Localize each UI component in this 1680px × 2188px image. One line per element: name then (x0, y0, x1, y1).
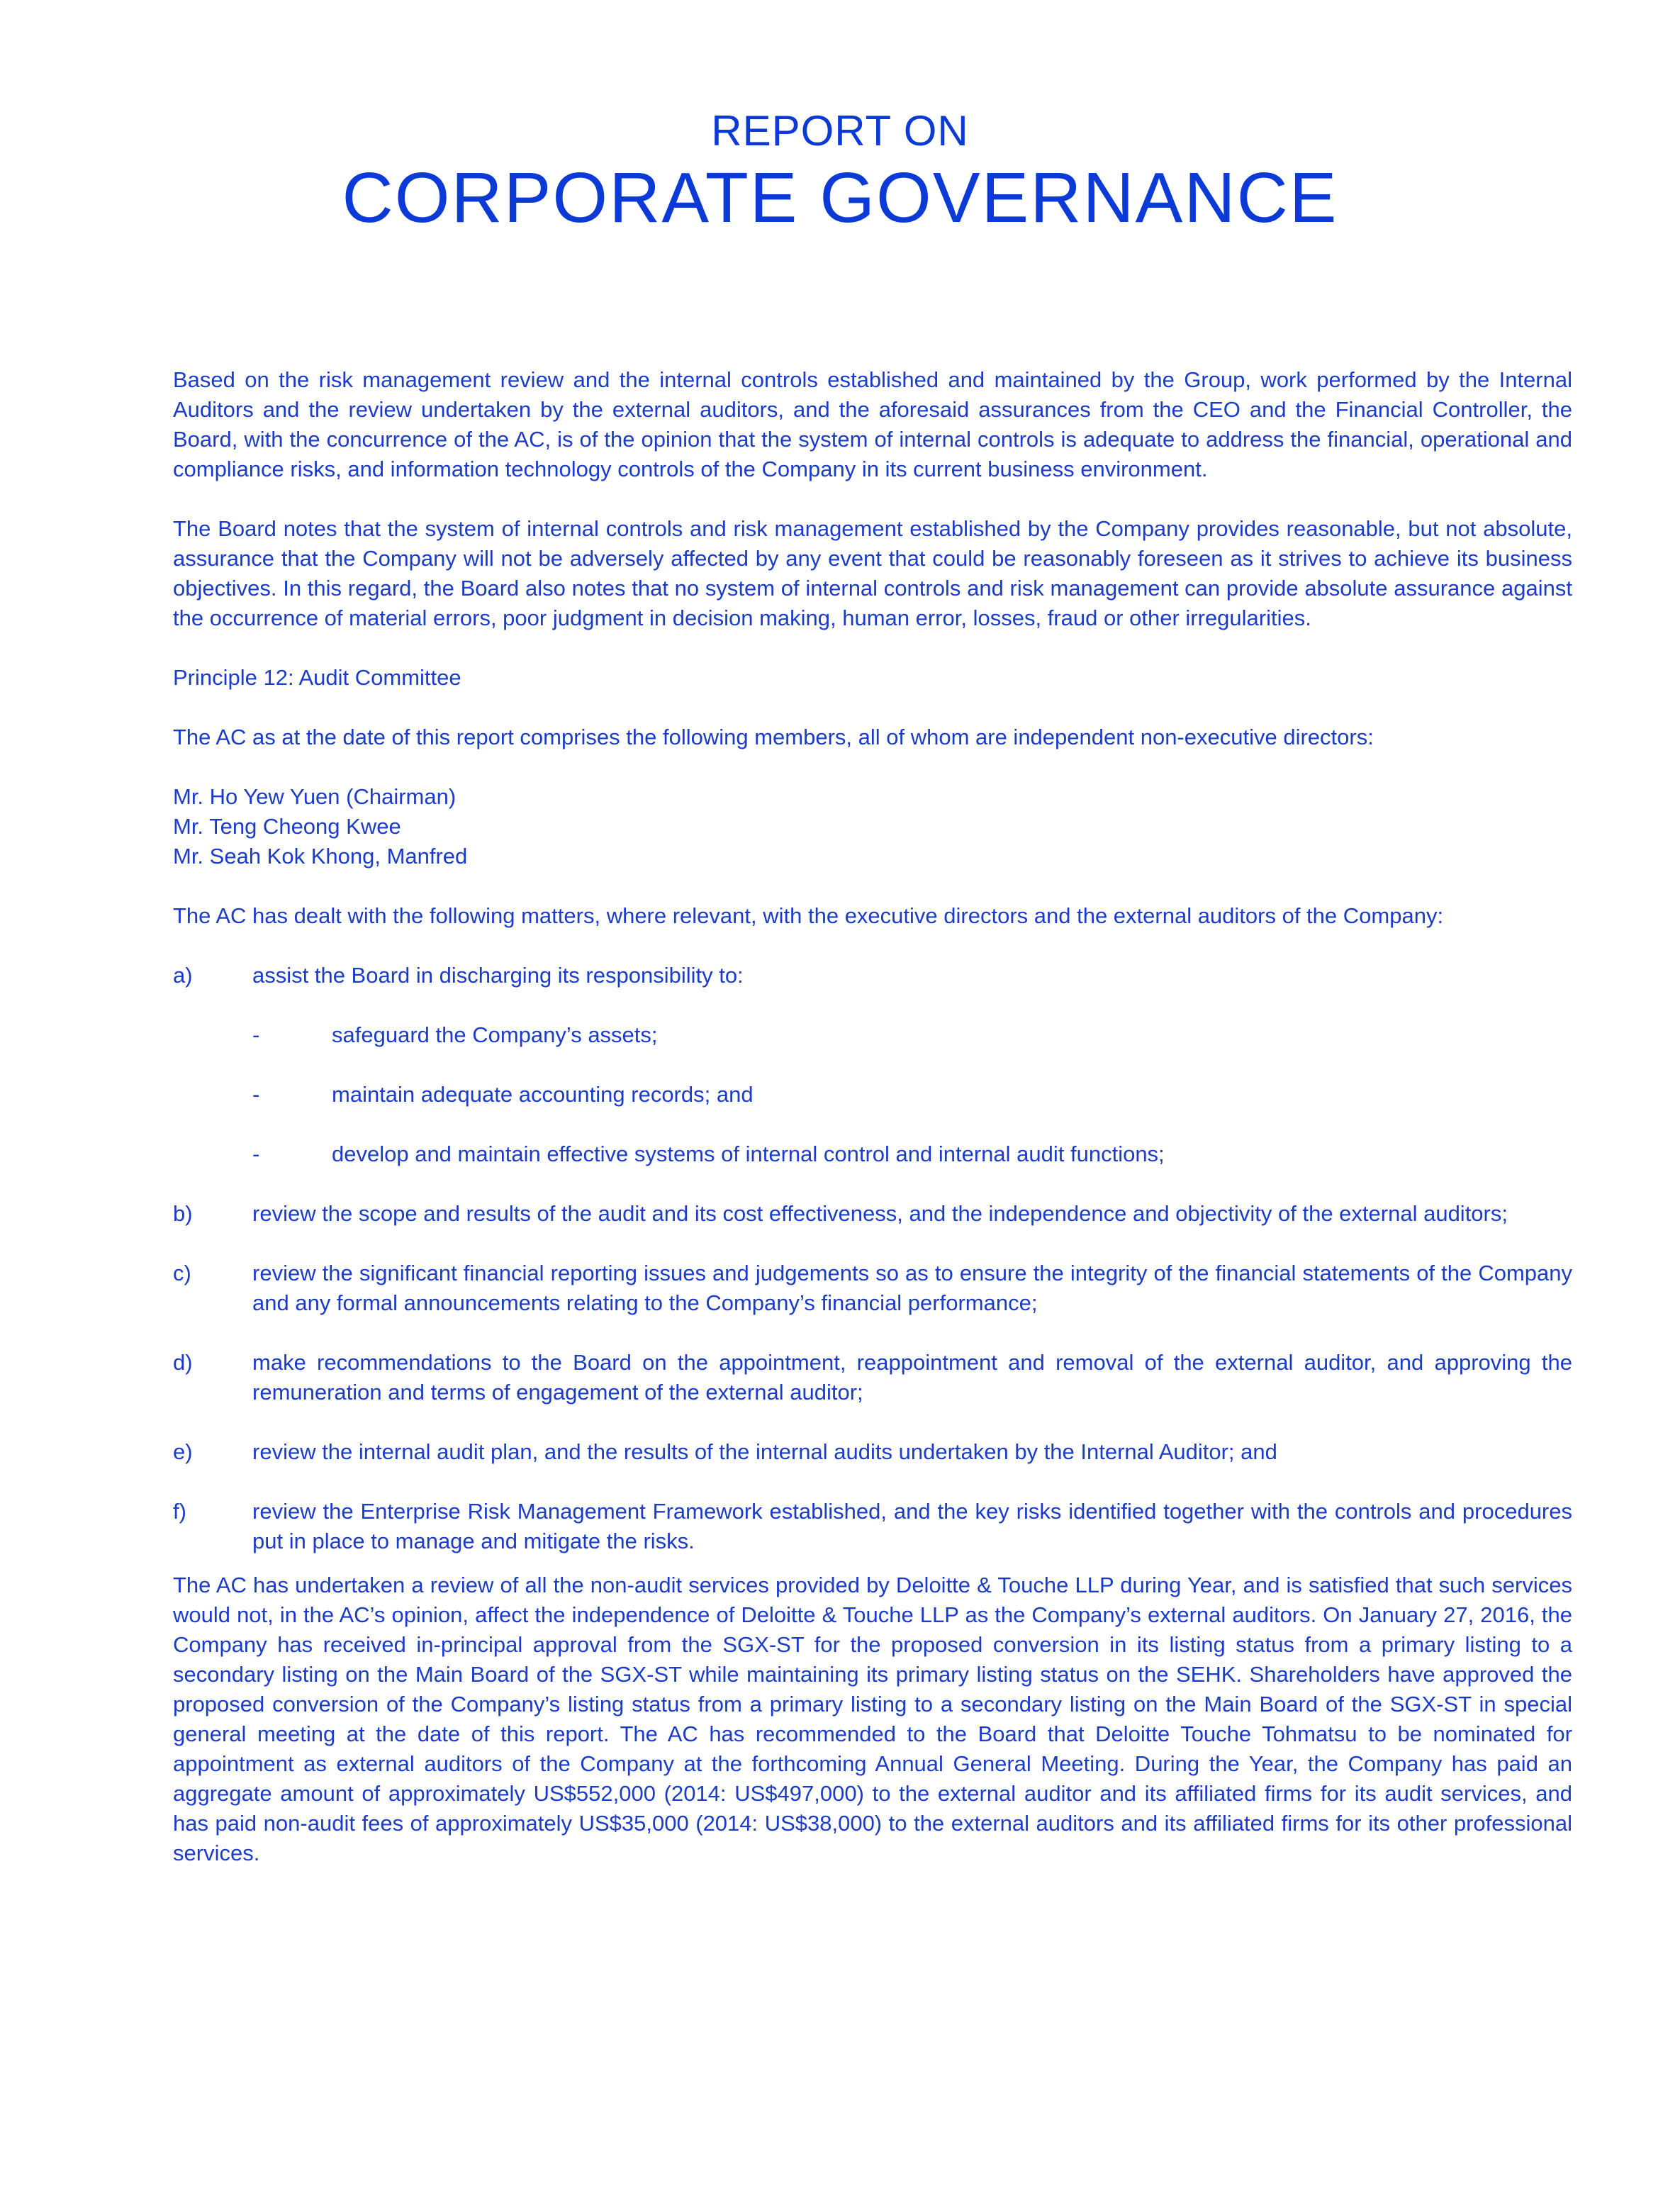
list-item-text: review the significant financial reporting issues and judgements so as to ensure the integrity of the financial statements of the Company and any formal announcements relating to the Company’s financial performance; (252, 1261, 1572, 1315)
sub-list-text: safeguard the Company’s assets; (332, 1022, 658, 1047)
list-item-text: review the scope and results of the audit and its cost effectiveness, and the independence and objectivity of the external auditors; (252, 1201, 1508, 1226)
list-item-b (173, 1199, 1572, 1229)
paragraph-internal-controls: The Board notes that the system of internal controls and risk management established by the Company provides reasonable, but not absolute, assurance that the Company will not be adversely affected by any event that could be reasonably foreseen as it strives to achieve its business objectives. In this regard, the Board also notes that no system of internal controls and risk management can provide absolute assurance against the occurrence of material errors, poor judgment in decision making, human error, losses, fraud or other irregularities. (173, 516, 1572, 630)
paragraph-risk-review: Based on the risk management review and the internal controls established and maintained by the Group, work performed by the Internal Auditors and the review undertaken by the external auditors, and the aforesaid assurances from the CEO and the Financial Controller, the Board, with the concurrence of the AC, is of the opinion that the system of internal controls is adequate to address the financial, operational and compliance risks, and information technology controls of the Company in its current business environment. (173, 367, 1572, 481)
list-item-c (173, 1258, 1572, 1318)
sub-list-item (173, 1020, 1572, 1050)
list-item-f (173, 1497, 1572, 1556)
sub-list-bullet: - (252, 1142, 260, 1166)
page-header (0, 106, 1680, 237)
ac-member: Mr. Ho Yew Yuen (Chairman) (173, 784, 457, 809)
header-kicker: REPORT ON (711, 107, 969, 155)
sub-list-text: maintain adequate accounting records; and (332, 1082, 754, 1107)
list-item-text: review the internal audit plan, and the results of the internal audits undertaken by the Internal Auditor; and (252, 1439, 1277, 1464)
list-item-label: d) (173, 1350, 193, 1375)
list-item-label: b) (173, 1201, 193, 1226)
list-item-text: make recommendations to the Board on the appointment, reappointment and removal of the external auditor, and approving the remuneration and terms of engagement of the external auditor; (252, 1350, 1572, 1405)
list-item-label: a) (173, 963, 193, 988)
sub-list-item (173, 1139, 1572, 1169)
ac-member: Mr. Seah Kok Khong, Manfred (173, 844, 468, 869)
paragraph-ac-composition: The AC as at the date of this report comprises the following members, all of whom are independent non-executive directors: (173, 725, 1374, 749)
list-item-label: f) (173, 1499, 186, 1524)
list-item-text: review the Enterprise Risk Management Framework established, and the key risks identified together with the controls and procedures put in place to manage and mitigate the risks. (252, 1499, 1572, 1553)
section-heading-principle-12: Principle 12: Audit Committee (173, 665, 461, 690)
sub-list-bullet: - (252, 1022, 260, 1047)
list-item-d (173, 1348, 1572, 1407)
ac-member-list (173, 782, 1572, 871)
page-title: CORPORATE GOVERNANCE (342, 158, 1338, 238)
list-item-a (173, 961, 1572, 990)
list-item-text: assist the Board in discharging its responsibility to: (252, 963, 744, 988)
paragraph-non-audit-services: The AC has undertaken a review of all the non-audit services provided by Deloitte & Touche LLP during Year, and is satisfied that such services would not, in the AC’s opinion, affect the independence of Deloitte & Touche LLP as the Company’s external auditors. On January 27, 2016, the Company has received in-principal approval from the SGX-ST for the proposed conversion in its listing status from a primary listing to a secondary listing on the Main Board of the SGX-ST while maintaining its primary listing status on the SEHK. Shareholders have approved the proposed conversion of the Company’s listing status from a primary listing to a secondary listing on the Main Board of the SGX-ST in special general meeting at the date of this report. The AC has recommended to the Board that Deloitte Touche Tohmatsu to be nominated for appointment as external auditors of the Company at the forthcoming Annual General Meeting. During the Year, the Company has paid an aggregate amount of approximately US$552,000 (2014: US$497,000) to the external auditor and its affiliated firms for its audit services, and has paid non-audit fees of approximately US$35,000 (2014: US$38,000) to the external auditors and its affiliated firms for its other professional services. (173, 1573, 1572, 1865)
ac-member: Mr. Teng Cheong Kwee (173, 814, 401, 839)
list-item-label: e) (173, 1439, 193, 1464)
list-item-e (173, 1437, 1572, 1467)
list-item-label: c) (173, 1261, 191, 1285)
sub-list-text: develop and maintain effective systems of internal control and internal audit functions; (332, 1142, 1165, 1166)
sub-list-bullet: - (252, 1082, 260, 1107)
document-body (173, 365, 1572, 1868)
paragraph-ac-matters-intro: The AC has dealt with the following matters, where relevant, with the executive directors and the external auditors of the Company: (173, 903, 1444, 928)
sub-list-item (173, 1080, 1572, 1110)
